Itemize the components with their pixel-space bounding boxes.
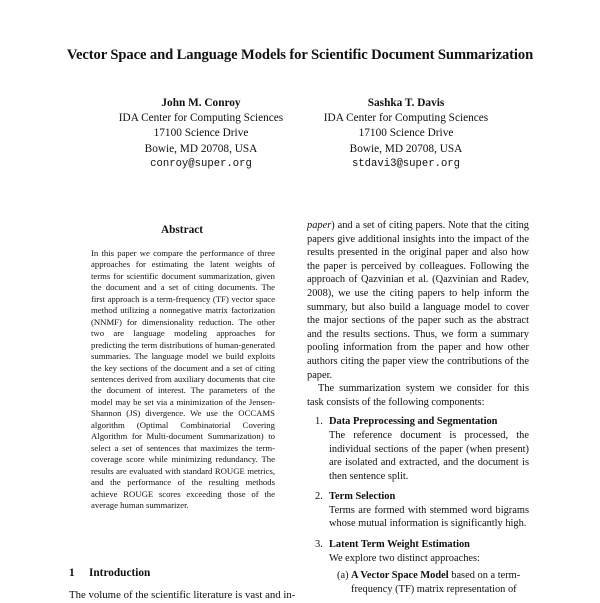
introduction-first-line: The volume of the scientific literature is vast and in- xyxy=(69,589,295,601)
right-column xyxy=(307,219,529,603)
component-list xyxy=(307,415,529,596)
list-item xyxy=(307,538,529,596)
sub-list-item xyxy=(329,569,529,596)
list-item-heading: Latent Term Weight Estimation xyxy=(329,539,470,551)
sub-list-heading: A Vector Space Model xyxy=(351,570,449,582)
abstract-heading: Abstract xyxy=(160,224,204,236)
section-number: 1 xyxy=(69,567,75,579)
author-email: stdavi3@super.org xyxy=(351,157,461,170)
paper-title: Vector Space and Language Models for Scientific Document Summarization xyxy=(66,47,534,63)
list-item-heading: Term Selection xyxy=(329,491,396,503)
section-title: Introduction xyxy=(89,567,151,579)
author-block xyxy=(291,96,521,172)
sub-list-text: based on a term-frequency (TF) matrix representation of xyxy=(351,570,521,595)
paragraph xyxy=(307,219,529,382)
list-number: 2. xyxy=(315,491,323,503)
author-city: Bowie, MD 20708, USA xyxy=(144,142,258,155)
list-number: 3. xyxy=(315,539,323,551)
author-street: 17100 Science Drive xyxy=(358,127,454,140)
author-name: John M. Conroy xyxy=(161,97,241,109)
list-item-text: The reference document is processed, the individual sections of the paper (when present) are isolated and extracted, and the document is then sentence split. xyxy=(329,429,529,482)
author-street: 17100 Science Drive xyxy=(153,127,249,140)
list-item-text: Terms are formed with stemmed word bigrams whose mutual information is significantly high. xyxy=(329,504,529,530)
list-number: 1. xyxy=(315,416,323,428)
italic-text: paper xyxy=(307,220,332,231)
author-affiliation: IDA Center for Computing Sciences xyxy=(323,112,489,125)
sub-list-number: (a) xyxy=(337,570,349,582)
list-item-text: We explore two distinct approaches: xyxy=(329,552,480,564)
list-item xyxy=(307,415,529,483)
paragraph-text: ) and a set of citing papers. Note that the citing papers give additional insights into the impact of the results presented in the original paper and also how the paper is perceived by colleagues. Following the approach of Qazvinian et al. (Qazvinian and Radev, 2008), we use the citing papers to help inform the summary, but also build a language model to cover the major sections of the paper such as the abstract and the results sections. Thus, we form a summary pooling information from the paper and how other authors citing the paper view the contributions of the paper. xyxy=(307,220,529,381)
abstract-text: In this paper we compare the performance of three approaches for estimating the latent weights of terms for scientific document summarization, given the document and a set of citing documents. The first approach is a term-frequency (TF) vector space method utilizing a nonnegative matrix factorization (NNMF) for dimensionality reduction. The other two are language modeling approaches for predicting the term distributions of human-generated summaries. The language model we build exploits the key sections of the document and a set of citing sentences derived from auxiliary documents that cite the document of interest. The parameters of the model may be set via a minimization of the Jensen-Shannon (JS) divergence. We use the OCCAMS algorithm (Optimal Combinatorial Covering Algorithm for Multi-document Summarization) to select a set of sentences that maximizes the term-coverage score while minimizing redundancy. The results are evaluated with standard ROUGE metrics, and the performance of the resulting methods achieve ROUGE scores exceeding those of the average human summarizer. xyxy=(91,248,275,510)
author-city: Bowie, MD 20708, USA xyxy=(349,142,463,155)
list-item xyxy=(307,490,529,531)
author-block xyxy=(86,96,316,172)
author-name: Sashka T. Davis xyxy=(367,97,445,109)
section-heading xyxy=(69,567,150,579)
author-email: conroy@super.org xyxy=(150,157,252,170)
paragraph: The summarization system we consider for this task consists of the following components: xyxy=(307,383,529,408)
list-item-heading: Data Preprocessing and Segmentation xyxy=(329,416,498,428)
author-affiliation: IDA Center for Computing Sciences xyxy=(118,112,284,125)
